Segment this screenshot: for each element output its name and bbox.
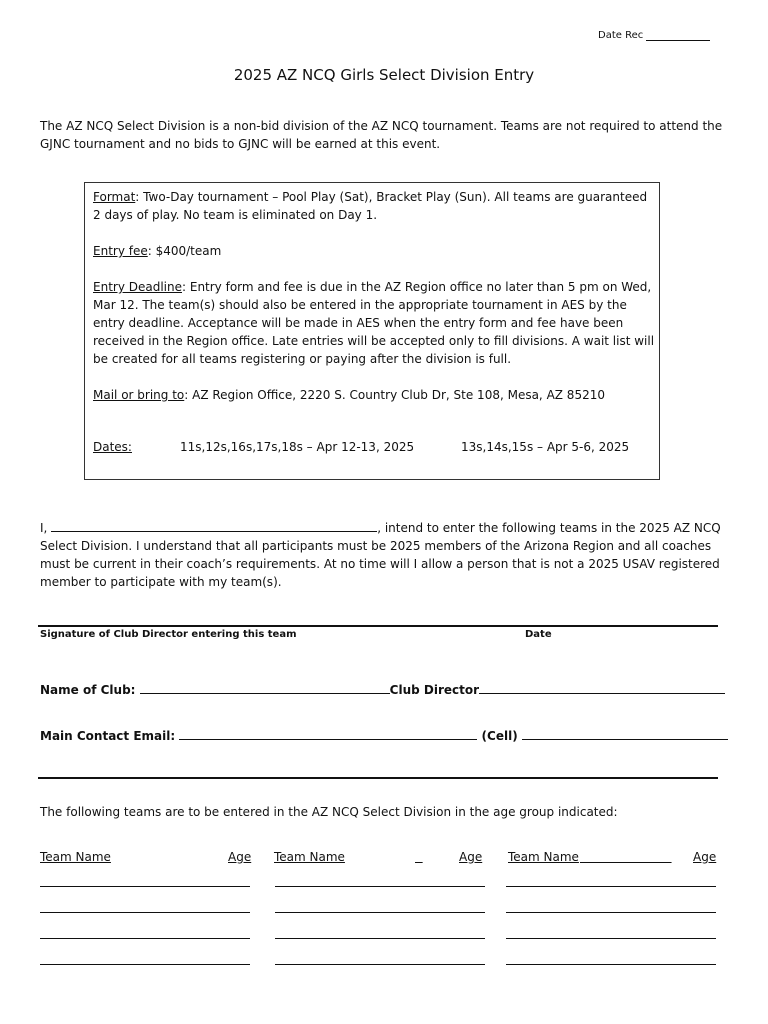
club-name-line[interactable] [140,681,390,694]
team-entry-line[interactable] [40,938,250,939]
underscore-mark [580,850,672,864]
intro-paragraph: The AZ NCQ Select Division is a non-bid division of the AZ NCQ tournament. Teams are not required to attend the GJNC tournament and no bids to GJNC will be earned at this event. [40,119,723,151]
agreement-text: , intend to enter the following teams in the 2025 AZ NCQ Select Division. I understand that all participants must be 2025 members of the Arizona Region and all coaches must be current in their coach’s requirements. At no time will I allow a person that is not a 2025 USAV registered member to participate with my team(s). [40,521,721,589]
email-label: Main Contact Email: [40,729,176,743]
agreement-prefix: I, [40,521,48,535]
agreement-paragraph [40,519,730,591]
team-entry-line[interactable] [506,964,716,965]
date-received-label: Date Rec [598,30,644,41]
team-entry-line[interactable] [275,938,485,939]
section-divider [38,777,718,779]
dates-label: Dates: [93,440,132,454]
director-name-line[interactable] [51,519,377,532]
date-received-field [598,30,710,41]
team-entry-line[interactable] [506,886,716,887]
club-director-label: Club Director [389,683,480,697]
mail-text: : AZ Region Office, 2220 S. Country Club Dr, Ste 108, Mesa, AZ 85210 [184,388,605,402]
deadline-label: Entry Deadline [93,280,182,294]
cell-label: (Cell) [481,729,518,743]
age-header: Age [693,850,717,864]
signature-label: Signature of Club Director entering this team [40,629,297,640]
mail-label: Mail or bring to [93,388,185,402]
date-received-line[interactable] [646,30,710,41]
underscore-mark [415,850,423,864]
team-entry-line[interactable] [275,886,485,887]
teams-instruction: The following teams are to be entered in the AZ NCQ Select Division in the age group indicated: [40,805,618,819]
age-header: Age [228,850,252,864]
signature-date-label: Date [525,629,552,640]
fee-label: Entry fee [93,244,148,258]
email-row [40,727,728,743]
page-title: 2025 AZ NCQ Girls Select Division Entry [233,66,535,84]
club-row [40,681,725,697]
club-name-label: Name of Club: [40,683,136,697]
age-header: Age [459,850,483,864]
team-entry-line[interactable] [275,964,485,965]
deadline-paragraph [93,278,655,368]
team-entry-line[interactable] [40,912,250,913]
email-line[interactable] [179,727,477,740]
format-label: Format [93,190,136,204]
info-box-content [93,188,655,422]
team-entry-line[interactable] [40,964,250,965]
team-name-header: Team Name [40,850,111,864]
team-entry-line[interactable] [275,912,485,913]
fee-paragraph [93,242,655,260]
team-name-header: Team Name [274,850,345,864]
dates-group-2: 13s,14s,15s – Apr 5-6, 2025 [461,440,630,454]
dates-group-1: 11s,12s,16s,17s,18s – Apr 12-13, 2025 [180,440,415,454]
team-name-header: Team Name [508,850,579,864]
format-paragraph [93,188,655,224]
team-entry-line[interactable] [40,886,250,887]
fee-text: : $400/team [147,244,222,258]
club-director-line[interactable] [479,681,725,694]
signature-line[interactable] [38,625,718,627]
format-text: : Two-Day tournament – Pool Play (Sat), Bracket Play (Sun). All teams are guaranteed 2 days of play. No team is eliminated on Day 1. [93,190,648,222]
cell-line[interactable] [522,727,728,740]
team-entry-line[interactable] [506,912,716,913]
team-entry-line[interactable] [506,938,716,939]
mail-paragraph [93,386,655,404]
deadline-text: : Entry form and fee is due in the AZ Region office no later than 5 pm on Wed, Mar 12. The team(s) should also be entered in the appropriate tournament in AES by the entry deadline. Acceptance will be made in AES when the entry form and fee have been received in the Region office. Late entries will be accepted only to fill divisions. A wait list will be created for all teams registering or paying after the division is full. [93,280,655,366]
